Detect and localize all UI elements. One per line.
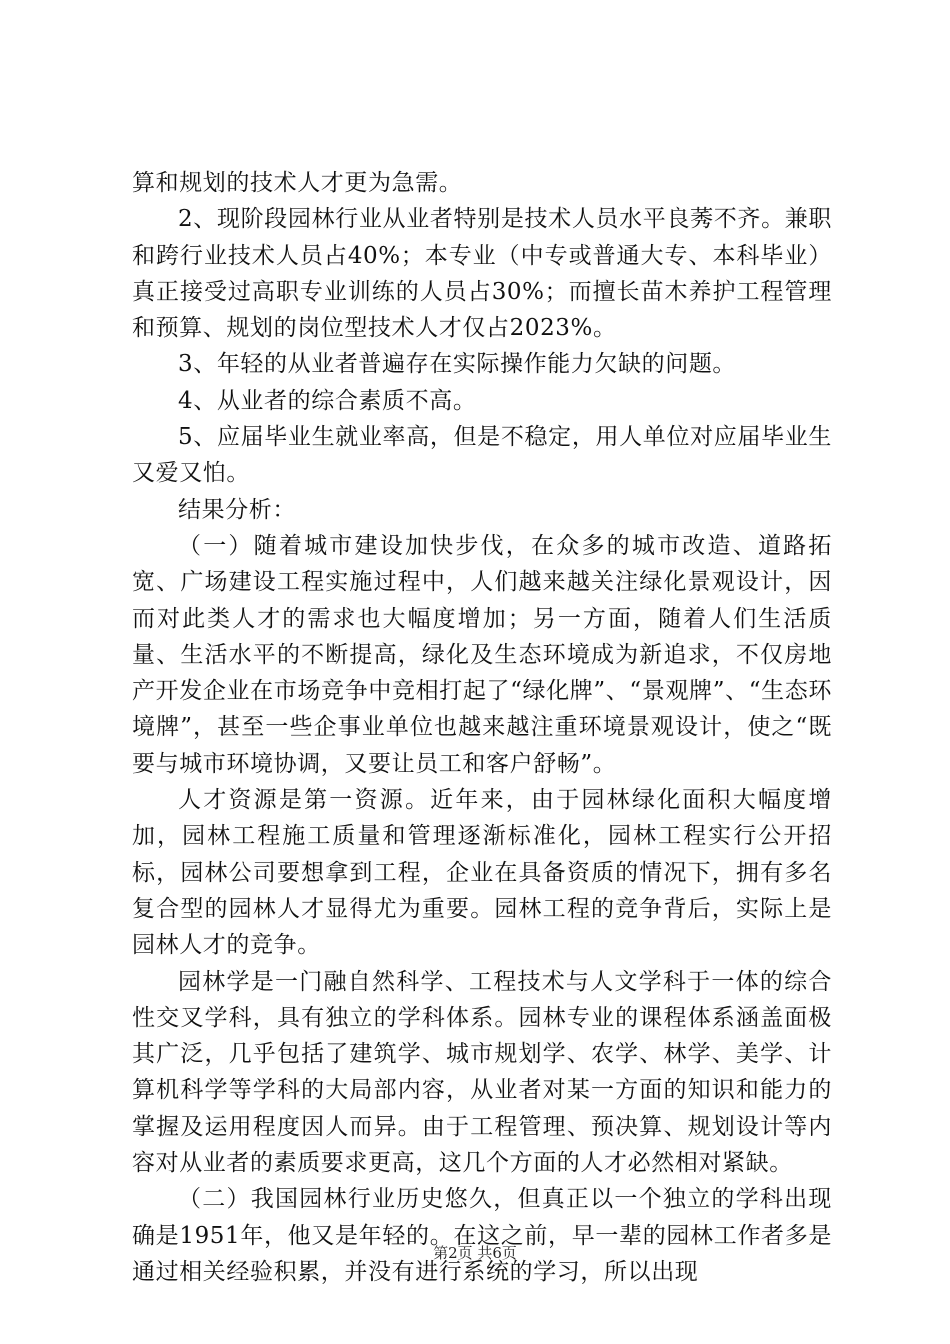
page-number-footer: 第2页 共6页	[433, 1244, 517, 1262]
paragraph-item-2: 2、现阶段园林行业从业者特别是技术人员水平良莠不齐。兼职和跨行业技术人员占40%；本专业（中专或普通大专、本科毕业）真正接受过高职专业训练的人员占30%；而擅长苗木养护工程管理和预算、规划的岗位型技术人才仅占2023%。	[132, 206, 832, 342]
document-body	[132, 165, 832, 1290]
paragraph-analysis-1: （一）随着城市建设加快步伐，在众多的城市改造、道路拓宽、广场建设工程实施过程中，人们越来越关注绿化景观设计，因而对此类人才的需求也大幅度增加；另一方面，随着人们生活质量、生活水平的不断提高，绿化及生态环境成为新追求，不仅房地产开发企业在市场竞争中竞相打起了“绿化牌”、“景观牌”、“生态环境牌”，甚至一些企事业单位也越来越注重环境景观设计，使之“既要与城市环境协调，又要让员工和客户舒畅”。	[132, 532, 832, 777]
paragraph-landscape-discipline: 园林学是一门融自然科学、工程技术与人文学科于一体的综合性交叉学科，具有独立的学科体系。园林专业的课程体系涵盖面极其广泛，几乎包括了建筑学、城市规划学、农学、林学、美学、计算机科学等学科的大局部内容，从业者对某一方面的知识和能力的掌握及运用程度因人而异。由于工程管理、预决算、规划设计等内容对从业者的素质要求更高，这几个方面的人才必然相对紧缺。	[132, 968, 832, 1177]
paragraph-talent-resources: 人才资源是第一资源。近年来，由于园林绿化面积大幅度增加，园林工程施工质量和管理逐渐标准化，园林工程实行公开招标，园林公司要想拿到工程，企业在具备资质的情况下，拥有多名复合型的园林人才显得尤为重要。园林工程的竞争背后，实际上是园林人才的竞争。	[132, 787, 832, 959]
paragraph-analysis-2: （二）我国园林行业历史悠久，但真正以一个独立的学科出现确是1951年，他又是年轻的。在这之前，早一辈的园林工作者多是通过相关经验积累，并没有进行系统的学习，所以出现	[132, 1186, 832, 1285]
paragraph-item-3: 3、年轻的从业者普遍存在实际操作能力欠缺的问题。	[178, 351, 737, 378]
paragraph-item-5: 5、应届毕业生就业率高，但是不稳定，用人单位对应届毕业生又爱又怕。	[132, 424, 832, 487]
paragraph-continuation: 算和规划的技术人才更为急需。	[132, 170, 463, 196]
paragraph-item-4: 4、从业者的综合素质不高。	[178, 387, 477, 414]
section-heading-analysis: 结果分析：	[178, 496, 296, 523]
